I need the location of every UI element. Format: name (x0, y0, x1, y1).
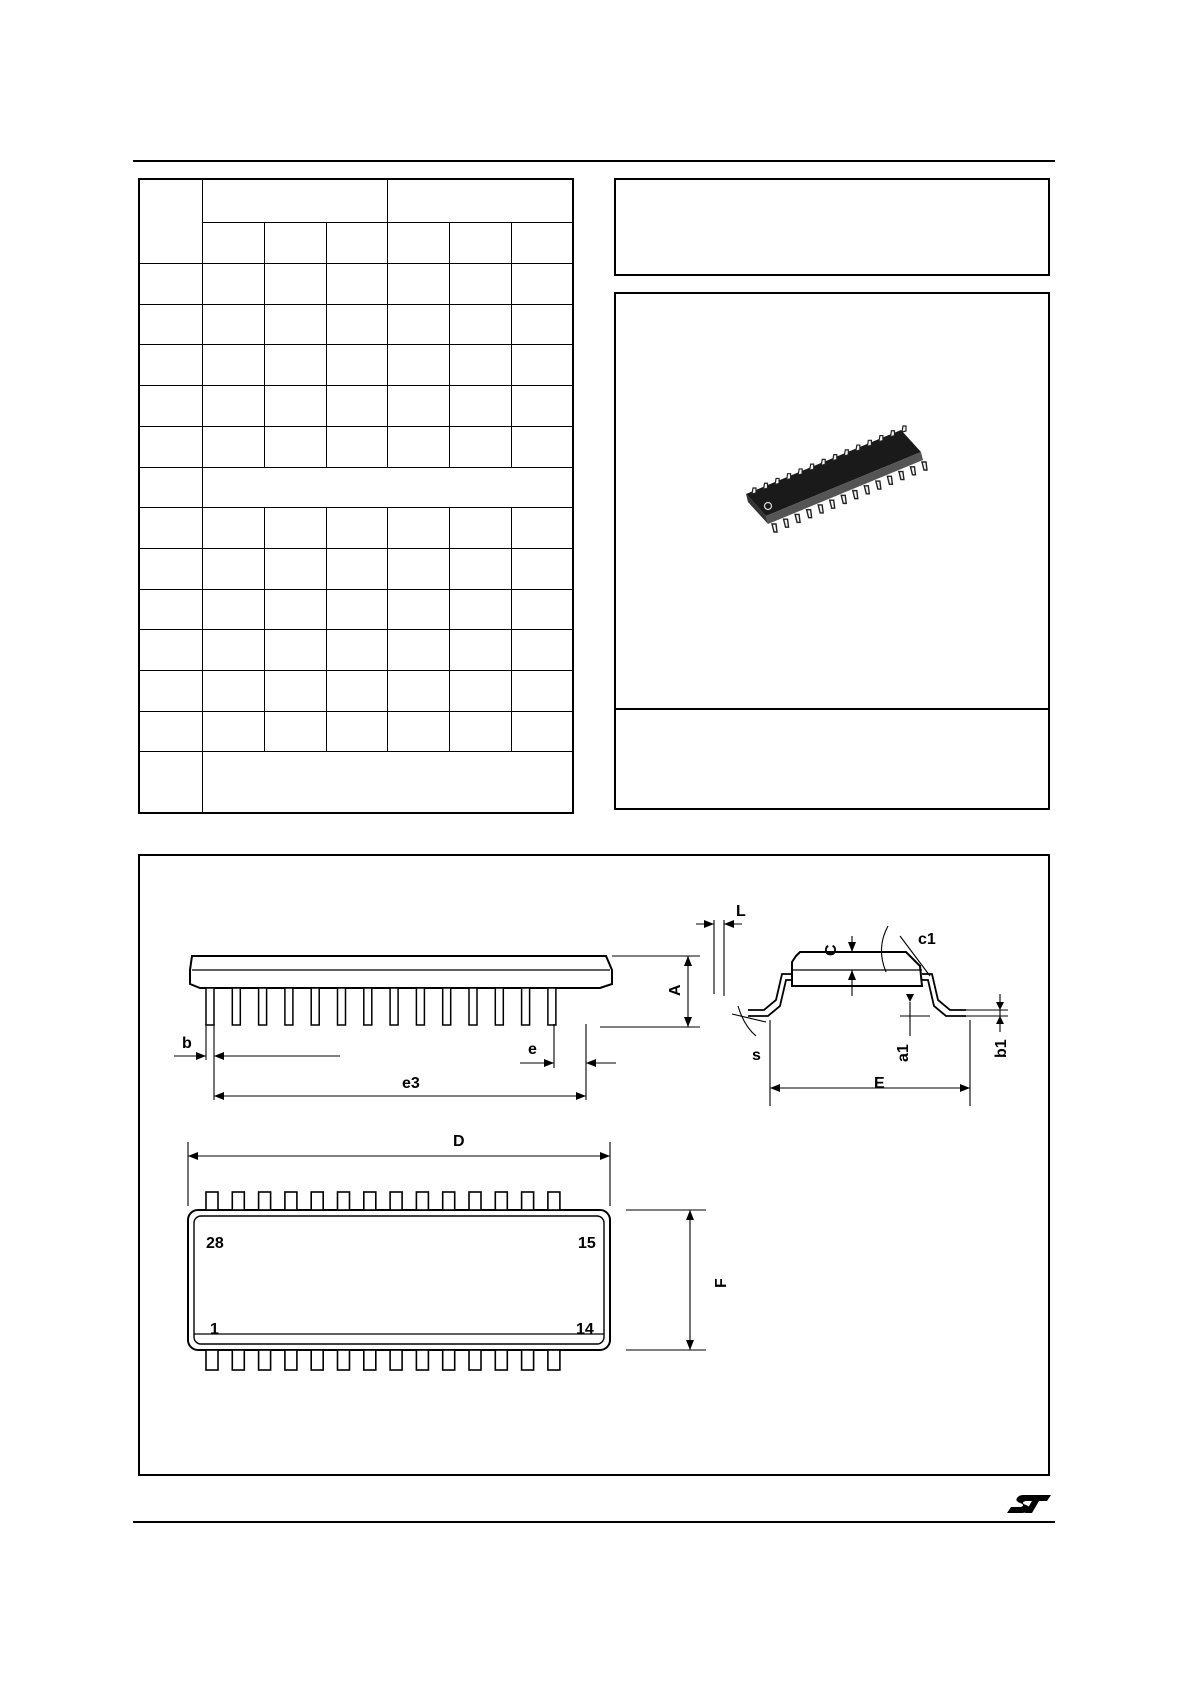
photo-pin (833, 455, 837, 461)
package-photo-box (614, 292, 1050, 810)
header-rule (133, 160, 1055, 162)
top-pin (522, 1192, 534, 1210)
photo-pin (899, 472, 904, 480)
table-row (139, 508, 573, 549)
side-pin (285, 988, 293, 1025)
photo-pin (787, 474, 791, 480)
outline-drawing-frame (138, 854, 1050, 1476)
side-pin (443, 988, 451, 1025)
top-pin (390, 1192, 402, 1210)
dim-label-l: L (736, 903, 746, 920)
photo-pin (844, 450, 848, 456)
dim-label-e: e (528, 1041, 537, 1058)
dim-label-b1: b1 (993, 1039, 1010, 1058)
table-cell-dim-header (139, 179, 203, 264)
bottom-pin (416, 1350, 428, 1370)
dim-label-f: F (713, 1278, 730, 1288)
top-pin (469, 1192, 481, 1210)
st-logo (1005, 1492, 1055, 1516)
side-pin (338, 988, 346, 1025)
dim-label-a: A (667, 984, 684, 996)
side-pin (495, 988, 503, 1025)
photo-caption-divider (616, 708, 1048, 710)
side-pin (522, 988, 530, 1025)
table-row (139, 264, 573, 305)
table-subheader-typ (264, 223, 326, 264)
top-pin (338, 1192, 350, 1210)
table-row (139, 589, 573, 630)
table-header-inch (388, 179, 573, 223)
table-row (139, 426, 573, 467)
bottom-pin (522, 1350, 534, 1370)
bottom-pin (390, 1350, 402, 1370)
table-row (139, 304, 573, 345)
pin-label-28: 28 (206, 1235, 224, 1252)
dim-label-e-width: E (874, 1075, 885, 1092)
top-pin (443, 1192, 455, 1210)
bottom-pin (443, 1350, 455, 1370)
photo-pin (856, 445, 860, 451)
bottom-pin (338, 1350, 350, 1370)
photo-pin (807, 510, 812, 518)
photo-pin (818, 505, 823, 513)
top-pin (259, 1192, 271, 1210)
dim-label-b: b (182, 1035, 192, 1052)
pin-label-14: 14 (576, 1321, 594, 1338)
photo-pin (867, 440, 871, 446)
side-pin (548, 988, 556, 1025)
photo-pin (879, 436, 883, 442)
table-subheader-typ (450, 223, 512, 264)
top-pin (495, 1192, 507, 1210)
bottom-pin (495, 1350, 507, 1370)
photo-pin (775, 478, 779, 484)
table-subheader-max (511, 223, 573, 264)
side-pin (232, 988, 240, 1025)
so28-package-image (716, 424, 956, 574)
photo-pin (890, 431, 894, 437)
side-pin (390, 988, 398, 1025)
table-row (139, 548, 573, 589)
side-view (174, 956, 700, 1100)
photo-pin (876, 481, 881, 489)
bottom-pin (311, 1350, 323, 1370)
bottom-pin (285, 1350, 297, 1370)
table-subheader-max (326, 223, 388, 264)
table-row (139, 386, 573, 427)
table-row (139, 345, 573, 386)
side-pin (469, 988, 477, 1025)
photo-pin (902, 426, 906, 432)
table-row (139, 752, 573, 813)
photo-pin (922, 462, 927, 470)
side-pin (416, 988, 424, 1025)
table-header-mm (203, 179, 388, 223)
table-row (139, 630, 573, 671)
table-row (139, 467, 573, 508)
side-pin (259, 988, 267, 1025)
photo-pin (810, 464, 814, 470)
top-pin (206, 1192, 218, 1210)
dim-label-e3: e3 (402, 1075, 420, 1092)
dimension-arrows (188, 920, 1004, 1350)
photo-pin (887, 476, 892, 484)
side-pin (364, 988, 372, 1025)
top-pin (285, 1192, 297, 1210)
bottom-pin (364, 1350, 376, 1370)
table-subheader-min (203, 223, 265, 264)
table-row (139, 711, 573, 752)
package-title-box (614, 178, 1050, 276)
bottom-pin (232, 1350, 244, 1370)
dimension-table (138, 178, 574, 814)
table-subheader-min (388, 223, 450, 264)
dim-label-a1: a1 (895, 1044, 912, 1062)
photo-pin (798, 469, 802, 475)
mechanical-outline-drawing (140, 856, 1052, 1478)
pin-label-15: 15 (578, 1235, 596, 1252)
bottom-pin (259, 1350, 271, 1370)
photo-pin (841, 495, 846, 503)
photo-pin (752, 488, 756, 494)
photo-pin (821, 459, 825, 465)
dim-label-s: s (752, 1047, 761, 1064)
photo-pin (910, 467, 915, 475)
side-pin (206, 988, 214, 1025)
side-pin (311, 988, 319, 1025)
photo-pin (864, 486, 869, 494)
top-pin (232, 1192, 244, 1210)
bottom-pin (548, 1350, 560, 1370)
footer-rule (133, 1521, 1055, 1523)
dim-label-d: D (453, 1133, 465, 1150)
photo-pin (784, 519, 789, 527)
table-row (139, 671, 573, 712)
top-pin (364, 1192, 376, 1210)
photo-pin (795, 514, 800, 522)
top-pin (548, 1192, 560, 1210)
photo-pin (853, 491, 858, 499)
photo-pin (764, 483, 768, 489)
photo-pin (830, 500, 835, 508)
pin-label-1: 1 (210, 1321, 219, 1338)
top-pin (416, 1192, 428, 1210)
bottom-pin (469, 1350, 481, 1370)
photo-pin (772, 524, 777, 532)
dim-label-c1: c1 (918, 931, 936, 948)
dim-label-c: C (823, 944, 840, 956)
bottom-pin (206, 1350, 218, 1370)
top-pin (311, 1192, 323, 1210)
top-view (188, 1142, 706, 1370)
